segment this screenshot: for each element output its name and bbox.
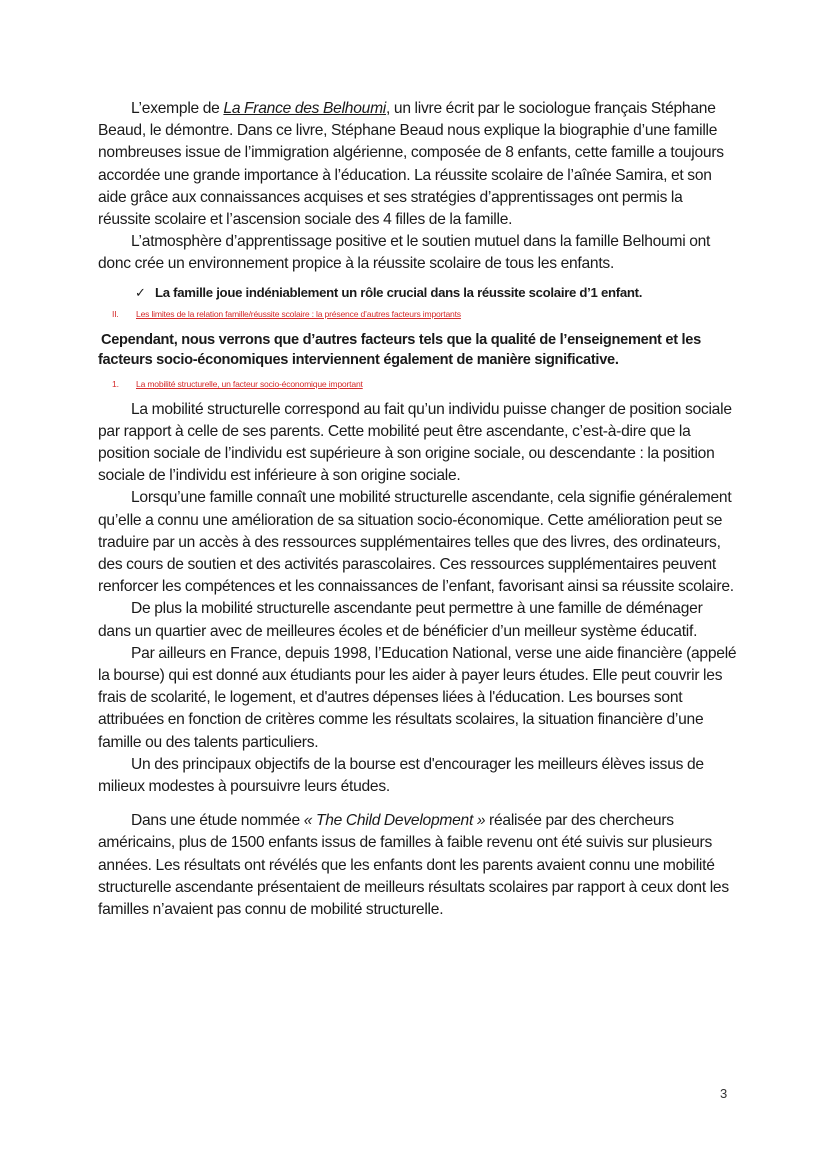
paragraph-text: réalisée par des chercheurs américains, plus de 1500 enfants issus de familles à faible revenu ont été suivis sur plusieurs années. Les résultats ont révélés que les enfants dont les parents avaient connu une mobilité structurelle ascendante présentaient de meilleurs résultats scolaires par rapport à ceux dont les familles n’avaient pas connu de mobilité structurelle. (98, 812, 729, 919)
subsection-number: 1. (112, 378, 119, 389)
document-page (98, 98, 738, 921)
subsection-heading-1 (98, 378, 738, 390)
paragraph-mobility-ascending: Lorsqu’une famille connaît une mobilité structurelle ascendante, cela signifie généralement qu’elle a connu une amélioration de sa situation socio-économique. Cette amélioration peut se traduire par un accès à des ressources supplémentaires telles que des livres, des ordinateurs, des cours de soutien et des activités parascolaires. Ces ressources supplémentaires peuvent renforcer les compétences et les connaissances de l’enfant, favorisant ainsi sa réussite scolaire. (98, 489, 734, 596)
paragraph-text: , un livre écrit par le sociologue français Stéphane Beaud, le démontre. Dans ce livre, Stéphane Beaud nous explique la biographie d’une famille nombreuses issue de l’immigration algérienne, composée de 8 enfants, cette famille a toujours accordée une grande importance à l’éducation. La réussite scolaire de l’aînée Samira, et son aide grâce aux connaissances acquises et ses stratégies d’apprentissages ont permis la réussite scolaire et l’ascension sociale des 4 filles de la famille. (98, 100, 724, 229)
paragraph-bourse-objective: Un des principaux objectifs de la bourse est d'encourager les meilleurs élèves issus de milieux modestes à poursuivre leurs études. (98, 755, 704, 796)
page-number: 3 (720, 1086, 728, 1101)
conclusion-text: La famille joue indéniablement un rôle crucial dans la réussite scolaire d’1 enfant. (155, 284, 643, 300)
subsection-title: La mobilité structurelle, un facteur socio-économique important (136, 378, 363, 389)
study-title: « The Child Development » (303, 812, 486, 830)
paragraph-belhoumi-example (98, 98, 738, 231)
paragraph-bourse: Par ailleurs en France, depuis 1998, l’Education National, verse une aide financière (appelé la bourse) qui est donné aux étudiants pour les aider à payer leurs études. Elle peut couvrir les frais de scolarité, le logement, et d'autres dépenses liées à l'éducation. Les bourses sont attribuées en fonction de critères comme les résultats scolaires, la situation financière d’une famille ou des talents particuliers. (98, 644, 737, 751)
book-title: La France des Belhoumi (223, 100, 387, 117)
paragraph-text: Dans une étude nommée (131, 812, 304, 830)
section-intro: Cependant, nous verrons que d’autres facteurs tels que la qualité de l’enseignement et les facteurs socio-économiques interviennent également de manière significative. (98, 331, 701, 368)
section-heading-ii (98, 308, 738, 320)
conclusion-statement (98, 284, 738, 302)
paragraph-belhoumi-atmosphere: L’atmosphère d’apprentissage positive et le soutien mutuel dans la famille Belhoumi ont donc crée un environnement propice à la réussite scolaire de tous les enfants. (98, 233, 711, 273)
paragraph-mobility-neighborhood: De plus la mobilité structurelle ascendante peut permettre à une famille de déménager dans un quartier avec de meilleures écoles et de bénéficier d’un meilleur système éducatif. (98, 600, 703, 640)
paragraph-child-development-study (98, 810, 738, 921)
paragraph-text: L’exemple de (131, 100, 224, 117)
section-title: Les limites de la relation famille/réussite scolaire : la présence d’autres facteurs importants (136, 308, 461, 319)
paragraph-mobility-definition: La mobilité structurelle correspond au fait qu’un individu puisse changer de position sociale par rapport à celle de ses parents. Cette mobilité peut être ascendante, c’est-à-dire que la position sociale de l’individu est supérieure à son origine sociale, ou descendante : la position sociale de l’individu est inférieure à son origine sociale. (98, 400, 732, 485)
section-number: II. (112, 308, 119, 319)
checkmark-icon: ✓ (135, 284, 146, 300)
